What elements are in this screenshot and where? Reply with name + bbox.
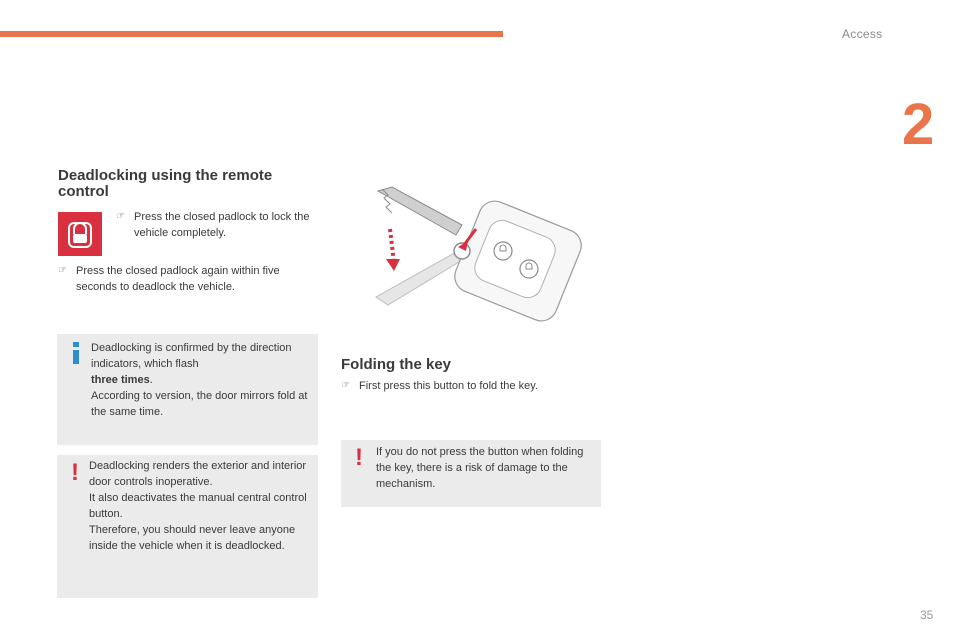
deadlock-step-2 bbox=[58, 263, 308, 295]
info-bold: three times bbox=[91, 374, 150, 386]
info-text bbox=[91, 340, 311, 420]
remote-key-drawing bbox=[372, 185, 584, 325]
folding-warning-text: If you do not press the button when folding the key, there is a risk of damage to the mechanism. bbox=[376, 446, 584, 490]
warning-text bbox=[89, 458, 311, 554]
warning-line-2: It also deactivates the manual central control button. bbox=[89, 492, 307, 520]
info-line-1: Deadlocking is confirmed by the direction indicators, which flash bbox=[91, 342, 292, 370]
info-box bbox=[57, 334, 318, 445]
info-line-2: According to version, the door mirrors fold at the same time. bbox=[91, 390, 308, 418]
warning-box-folding bbox=[341, 440, 601, 507]
section-label: Access bbox=[842, 27, 883, 41]
warning-box-deadlocking bbox=[57, 455, 318, 598]
deadlock-step-2-text: Press the closed padlock again within five seconds to deadlock the vehicle. bbox=[76, 265, 280, 293]
deadlocking-heading: Deadlocking using the remote control bbox=[58, 167, 273, 200]
top-accent-bar bbox=[0, 31, 503, 37]
folding-step-1-text: First press this button to fold the key. bbox=[359, 380, 538, 392]
deadlock-step-1-text: Press the closed padlock to lock the vehicle completely. bbox=[134, 211, 310, 239]
info-icon bbox=[71, 342, 81, 364]
pointing-hand-icon: ☞ bbox=[116, 211, 125, 222]
pointing-hand-icon: ☞ bbox=[341, 380, 350, 391]
info-emphasis bbox=[91, 372, 311, 388]
folding-key-illustration bbox=[372, 185, 584, 325]
page-number: 35 bbox=[920, 608, 934, 622]
info-period: . bbox=[149, 374, 153, 386]
chapter-number: 2 bbox=[902, 92, 935, 157]
warning-line-1: Deadlocking renders the exterior and interior door controls inoperative. bbox=[89, 460, 307, 488]
exclamation-icon: ! bbox=[71, 459, 79, 486]
warning-line-3: Therefore, you should never leave anyone inside the vehicle when it is deadlocked. bbox=[89, 524, 296, 552]
deadlock-step-1 bbox=[116, 209, 321, 241]
closed-padlock-icon bbox=[58, 212, 102, 256]
pointing-hand-icon: ☞ bbox=[58, 265, 67, 276]
exclamation-icon: ! bbox=[355, 444, 363, 471]
closed-padlock-button-illustration bbox=[58, 212, 102, 256]
folding-step-1 bbox=[341, 378, 591, 394]
folding-key-heading: Folding the key bbox=[341, 356, 452, 373]
